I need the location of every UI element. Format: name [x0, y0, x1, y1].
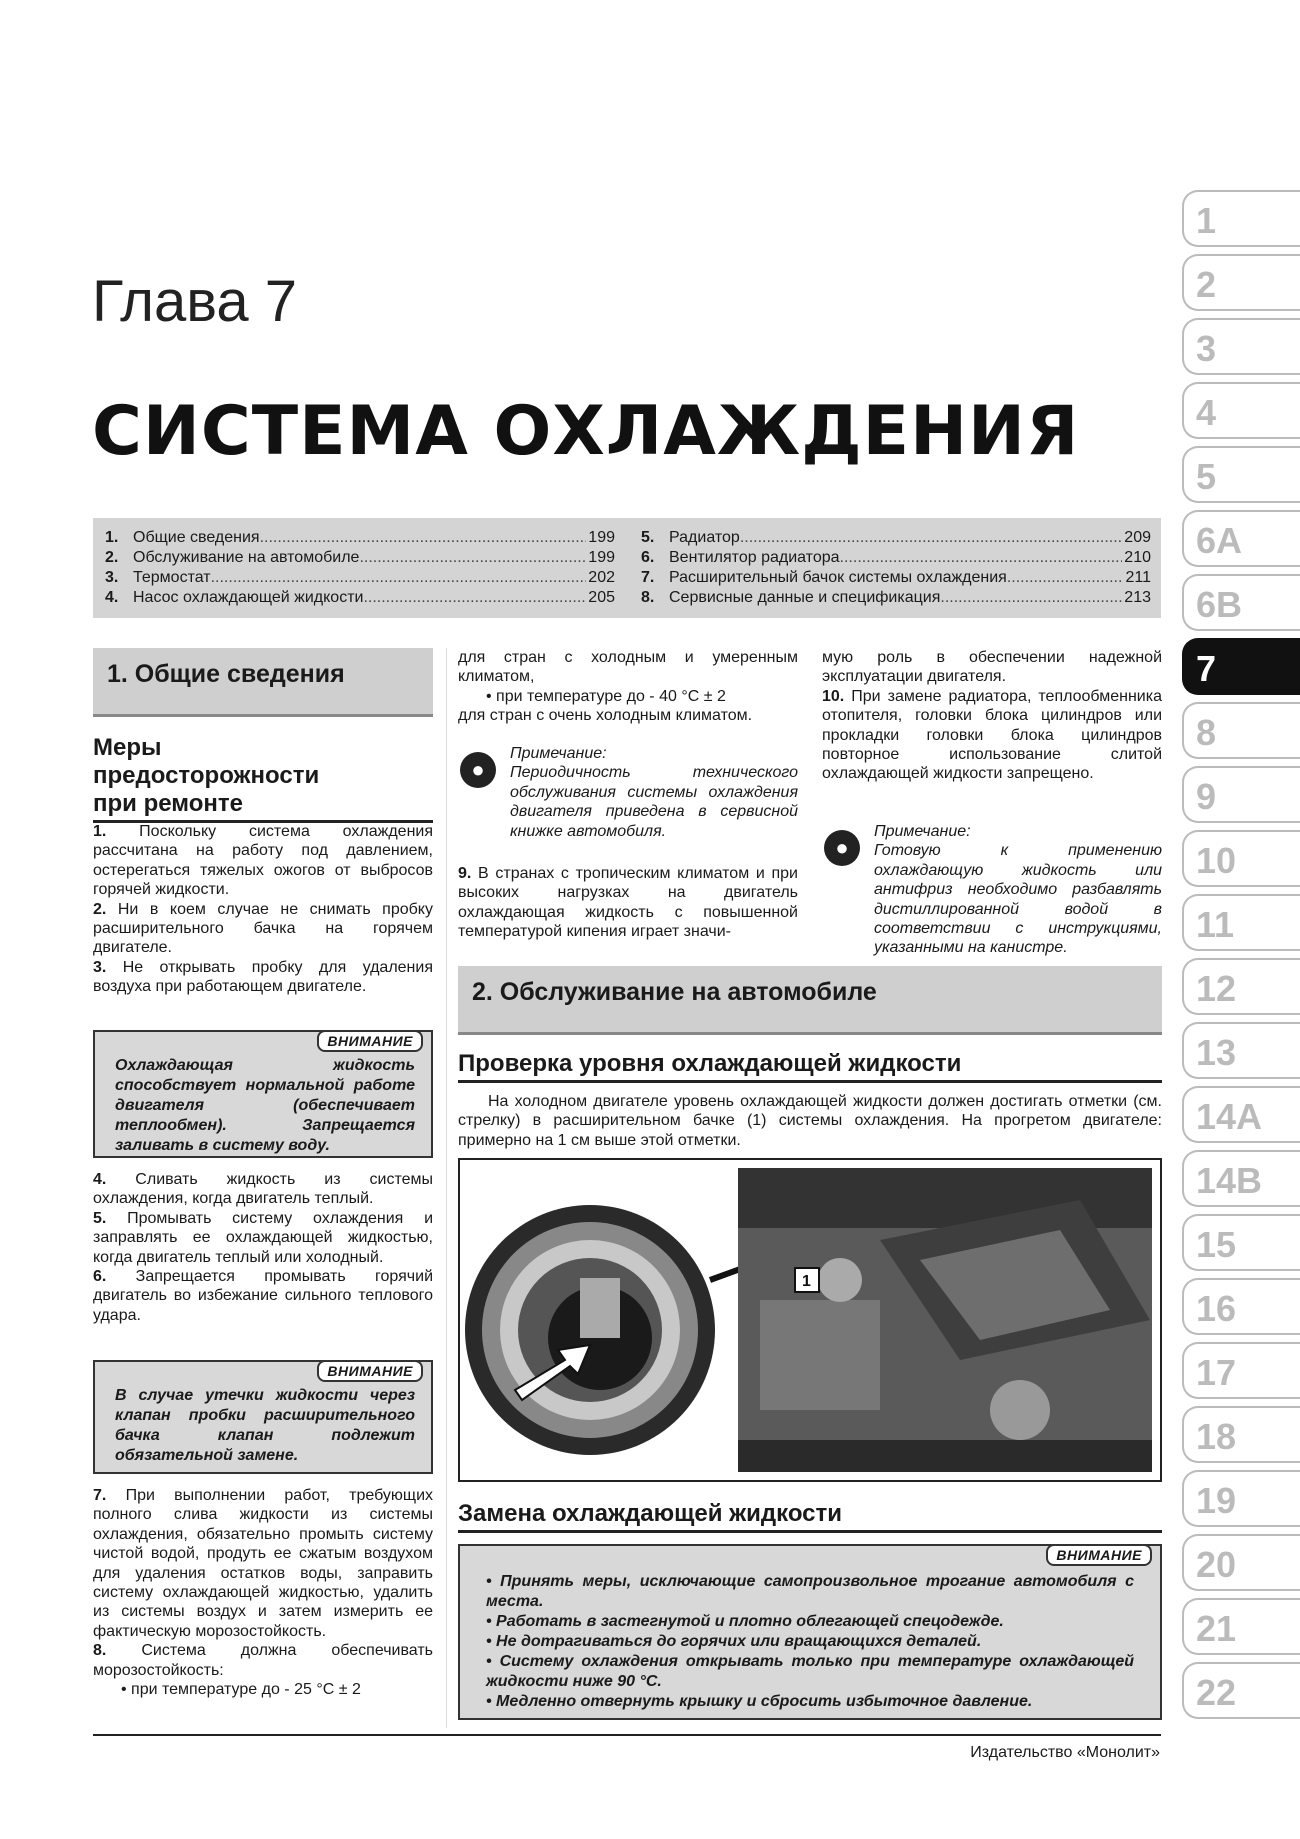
- chapter-tab-6a[interactable]: 6A: [1182, 510, 1300, 567]
- toc-item[interactable]: 4. Насос охлаждающей жидкости ..... 205: [105, 588, 615, 608]
- chapter-tab-18[interactable]: 18: [1182, 1406, 1300, 1463]
- engine-photo-drawing: [460, 1160, 1160, 1480]
- chapter-tab-22[interactable]: 22: [1182, 1662, 1300, 1719]
- column-divider: [446, 648, 447, 1728]
- section-2-header: [458, 966, 1162, 1035]
- list-item: 6. Запрещается промывать горячий двигатель во избежание сильного теплового удара.: [93, 1268, 433, 1324]
- precautions-list-c: [93, 1486, 433, 1699]
- note-1: ● Примечание: Периодичность технического обслуживания системы охлаждения двигателя приведена в сервисной книжке автомобиля.: [458, 744, 798, 841]
- precautions-heading: Меры предосторожности при ремонте: [93, 734, 433, 823]
- warning-box-2: ВНИМАНИЕ В случае утечки жидкости через клапан пробки расширительного бачка клапан подлежит обязательной замене.: [93, 1360, 433, 1474]
- toc-item[interactable]: 6. Вентилятор радиатора ..... 210: [641, 548, 1151, 568]
- chapter-tab-14a[interactable]: 14A: [1182, 1086, 1300, 1143]
- publisher-name: Издательство «Монолит»: [970, 1744, 1160, 1761]
- section-1-title: 1. Общие сведения: [107, 660, 345, 688]
- list-item: • Работать в застегнутой и плотно облегающей спецодежде.: [486, 1613, 1004, 1630]
- lightbulb-icon: ●: [460, 752, 496, 788]
- chapter-tab-10[interactable]: 10: [1182, 830, 1300, 887]
- toc-right-column: [641, 528, 1151, 608]
- chapter-tab-7[interactable]: 7: [1182, 638, 1300, 695]
- coolant-level-heading: Проверка уровня охлаждающей жидкости: [458, 1050, 1162, 1083]
- chapter-tab-16[interactable]: 16: [1182, 1278, 1300, 1335]
- list-item: • Медленно отвернуть крышку и сбросить избыточное давление.: [486, 1693, 1033, 1710]
- precautions-list-a: [93, 822, 433, 997]
- toc-item[interactable]: 8. Сервисные данные и спецификация ..... 213: [641, 588, 1151, 608]
- list-item: • Не дотрагиваться до горячих или вращающихся деталей.: [486, 1633, 982, 1650]
- list-item: 7. При выполнении работ, требующих полного слива жидкости из системы охлаждения, обязательно промыть систему чистой водой, продуть ее сжатым воздухом для удаления остатков воды, заправить систему охлаждающей жидкостью, удалить из системы воздух и затем измерить ее фактическую морозостойкость.: [93, 1487, 434, 1640]
- chapter-tab-12[interactable]: 12: [1182, 958, 1300, 1015]
- chapter-tab-14b[interactable]: 14B: [1182, 1150, 1300, 1207]
- engine-photo: [458, 1158, 1162, 1482]
- list-item: • Принять меры, исключающие самопроизвольное трогание автомобиля с места.: [486, 1573, 1135, 1610]
- warning-tag: ВНИМАНИЕ: [317, 1360, 423, 1382]
- list-item: 8. Система должна обеспечивать морозостойкость:: [93, 1642, 433, 1679]
- toc-item[interactable]: 3. Термостат ..... 202: [105, 568, 615, 588]
- list-item: 2. Ни в коем случае не снимать пробку расширительного бачка на горячем двигателе.: [93, 900, 433, 957]
- chapter-tab-9[interactable]: 9: [1182, 766, 1300, 823]
- photo-callout-label: 1: [802, 1273, 811, 1290]
- warning-box-3: [458, 1544, 1162, 1720]
- chapter-tab-4[interactable]: 4: [1182, 382, 1300, 439]
- section-2-title: 2. Обслуживание на автомобиле: [472, 978, 877, 1006]
- item-9: 9. В странах с тропическим климатом и при высоких нагрузках на двигатель охлаждающая жидкость с повышенной температурой кипения играет значи-: [458, 865, 798, 941]
- list-item: • при температуре до - 25 °С ± 2: [121, 1681, 361, 1699]
- toc-item[interactable]: 2. Обслуживание на автомобиле ..... 199: [105, 548, 615, 568]
- chapter-tab-21[interactable]: 21: [1182, 1598, 1300, 1655]
- toc-item[interactable]: 7. Расширительный бачок системы охлаждения ..... 211: [641, 568, 1151, 588]
- chapter-label: Глава 7: [92, 269, 298, 334]
- chapter-tab-6b[interactable]: 6B: [1182, 574, 1300, 631]
- list-item: • Систему охлаждения открывать только при температуре охлаждающей жидкости ниже 90 °С.: [486, 1653, 1135, 1690]
- warning-tag: ВНИМАНИЕ: [1046, 1544, 1152, 1566]
- precautions-list-b: [93, 1170, 433, 1325]
- chapter-tab-20[interactable]: 20: [1182, 1534, 1300, 1591]
- warning-box-1: ВНИМАНИЕ Охлаждающая жидкость способствует нормальной работе двигателя (обеспечивает теплообмен). Запрещается заливать в систему воду.: [93, 1030, 433, 1158]
- footer-rule: [93, 1734, 1161, 1736]
- list-item: 3. Не открывать пробку для удаления воздуха при работающем двигателе.: [93, 958, 433, 996]
- note-2: ● Примечание: Готовую к применению охлаждающую жидкость или антифриз необходимо разбавлять дистиллированной водой в соответствии с инструкциями, указанными на канистре.: [822, 822, 1162, 958]
- chapter-tab-19[interactable]: 19: [1182, 1470, 1300, 1527]
- chapter-tab-13[interactable]: 13: [1182, 1022, 1300, 1079]
- toc-left-column: [105, 528, 615, 608]
- list-item: 4. Сливать жидкость из системы охлаждения, когда двигатель теплый.: [93, 1171, 433, 1208]
- toc-item[interactable]: 5. Радиатор ..... 209: [641, 528, 1151, 548]
- lightbulb-icon: ●: [824, 830, 860, 866]
- toc-item[interactable]: 1. Общие сведения ..... 199: [105, 528, 615, 548]
- chapter-tab-3[interactable]: 3: [1182, 318, 1300, 375]
- chapter-tab-17[interactable]: 17: [1182, 1342, 1300, 1399]
- chapter-tab-15[interactable]: 15: [1182, 1214, 1300, 1271]
- column-2-text: для стран с холодным и умеренным климатом, • при температуре до - 40 °С ± 2 для стран с очень холодным климатом.: [458, 649, 798, 725]
- chapter-title: СИСТЕМА ОХЛАЖДЕНИЯ: [92, 392, 1080, 471]
- coolant-replacement-heading: Замена охлаждающей жидкости: [458, 1500, 1162, 1533]
- column-3-text: мую роль в обеспечении надежной эксплуатации двигателя. 10. При замене радиатора, теплообменника отопителя, головки блока цилиндров или прокладки головки блока цилиндров повторное использование слитой охлаждающей жидкости запрещено.: [822, 649, 1162, 783]
- chapter-tab-5[interactable]: 5: [1182, 446, 1300, 503]
- chapter-tab-8[interactable]: 8: [1182, 702, 1300, 759]
- warning-tag: ВНИМАНИЕ: [317, 1030, 423, 1052]
- section-1-header: [93, 648, 433, 717]
- chapter-tab-11[interactable]: 11: [1182, 894, 1300, 951]
- list-item: 5. Промывать систему охлаждения и заправлять ее охлаждающей жидкостью, когда двигатель теплый или холодный.: [93, 1209, 434, 1266]
- table-of-contents: [93, 518, 1161, 618]
- coolant-level-text: На холодном двигателе уровень охлаждающей жидкости должен достигать отметки (см. стрелку) в расширительном бачке (1) системы охлаждения. На прогретом двигателе: примерно на 1 см выше этой отметки.: [458, 1093, 1162, 1149]
- chapter-tab-1[interactable]: 1: [1182, 190, 1300, 247]
- chapter-tab-2[interactable]: 2: [1182, 254, 1300, 311]
- list-item: 1. Поскольку система охлаждения рассчитана на работу под давлением, остерегаться тяжелых ожогов от выбросов горячей жидкости.: [93, 823, 433, 899]
